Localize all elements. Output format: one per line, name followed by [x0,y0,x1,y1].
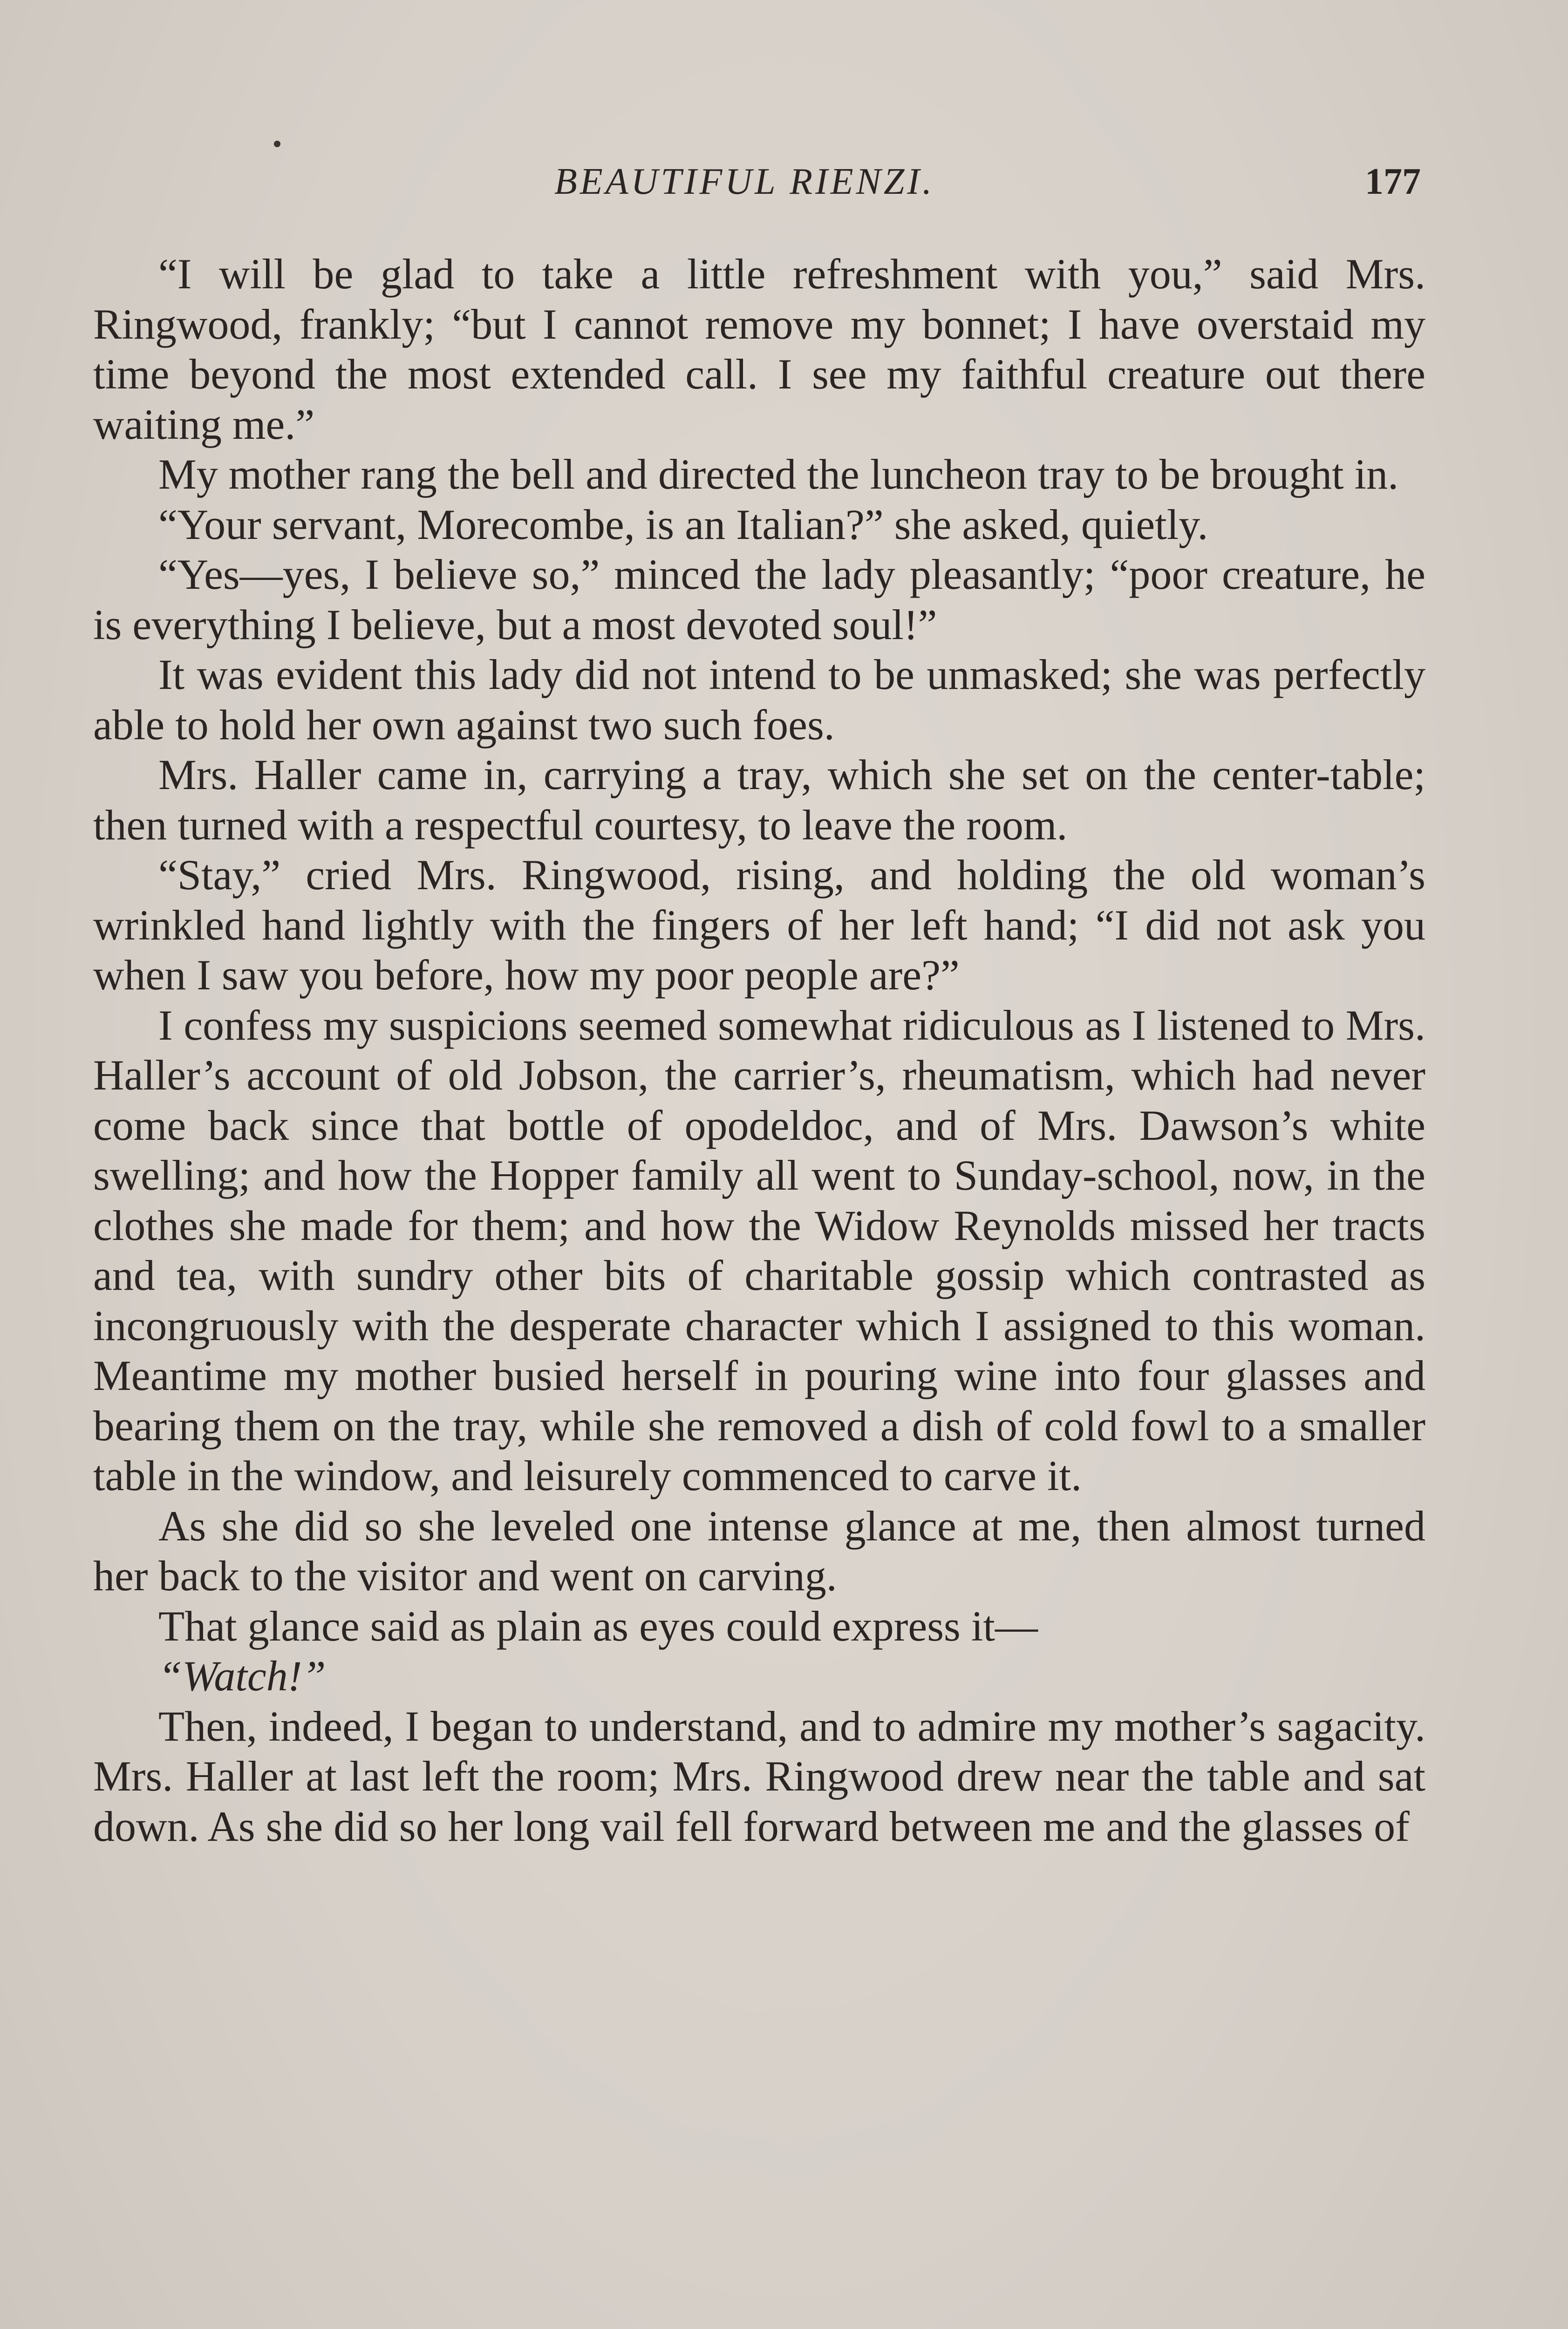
page-number: 177 [1365,161,1421,202]
paragraph: “Yes—yes, I believe so,” minced the lady pleasantly; “poor creature, he is everything I believe, but a most devoted soul!” [93,551,1425,648]
paragraph: “I will be glad to take a little refreshment with you,” said Mrs. Ringwood, frankly; “but I cannot remove my bonnet; I have overstaid my time beyond the most extended call. I see my faithful creature out there waiting me.” [93,250,1425,448]
paragraph: I confess my suspicions seemed somewhat ridiculous as I listened to Mrs. Haller’s account of old Jobson, the carrier’s, rheumatism, which had never come back since that bottle of opodeldoc, and of Mrs. Dawson’s white swelling; and how the Hopper family all went to Sunday-school, now, in the clothes she made for them; and how the Widow Reynolds missed her tracts and tea, with sundry other bits of charitable gossip which contrasted as incongruously with the desperate character which I assigned to this woman. Meantime my mother busied herself in pouring wine into four glasses and bearing them on the tray, while she removed a dish of cold fowl to a smaller table in the window, and leisurely commenced to carve it. [93,1001,1425,1499]
paragraph: “Your servant, Morecombe, is an Italian?” she asked, quietly. [158,500,1208,548]
paragraph: “Stay,” cried Mrs. Ringwood, rising, and holding the old woman’s wrinkled hand lightly with the fingers of her left hand; “I did not ask you when I saw you before, how my poor people are?” [93,851,1425,999]
paragraph: Mrs. Haller came in, carrying a tray, which she set on the center-table; then turned with a respectful courtesy, to leave the room. [93,751,1425,849]
paragraph: That glance said as plain as eyes could express it— [158,1602,1038,1650]
page-body [93,249,1425,1852]
paragraph: Then, indeed, I began to understand, and to admire my mother’s sagacity. Mrs. Haller at last left the room; Mrs. Ringwood drew near the table and sat down. As she did so her long vail fell forward between me and the glasses of [93,1702,1425,1850]
paragraph: “Watch!” [158,1652,326,1700]
running-head: BEAUTIFUL RIENZI. [554,161,935,202]
paragraph: My mother rang the bell and directed the luncheon tray to be brought in. [158,450,1399,498]
paragraph: It was evident this lady did not intend to be unmasked; she was perfectly able to hold her own against two such foes. [93,651,1425,749]
ink-speck [274,141,280,147]
paragraph: As she did so she leveled one intense glance at me, then almost turned her back to the visitor and went on carving. [93,1502,1425,1600]
